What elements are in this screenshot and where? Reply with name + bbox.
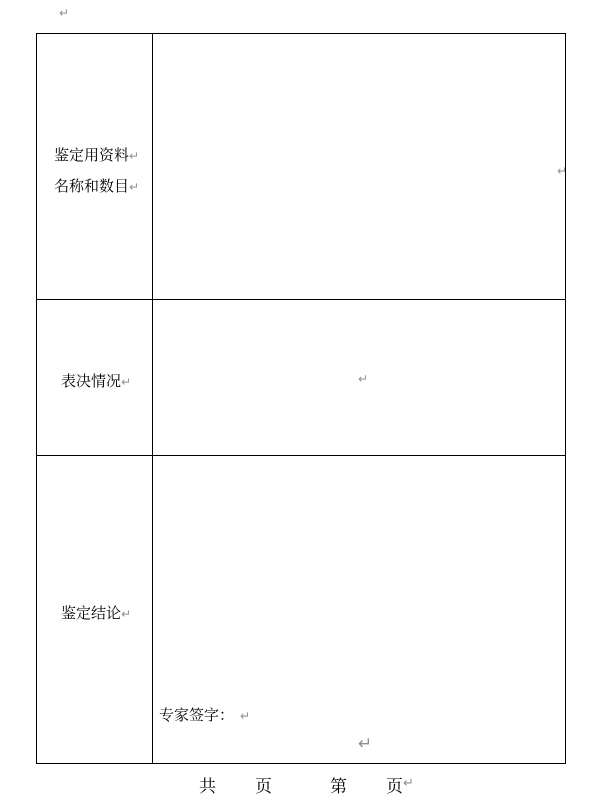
paragraph-mark: ↵ (121, 607, 132, 621)
label-materials (54, 140, 139, 202)
paragraph-mark: ↵ (129, 149, 140, 163)
signature-label: 专家签字： (159, 706, 235, 724)
paragraph-mark: ↵ (240, 709, 251, 723)
paragraph-mark: ↵ (403, 776, 414, 791)
table-border-bottom (36, 763, 566, 764)
table-border-left (36, 33, 37, 764)
cell-end-mark: ↵ (358, 734, 373, 754)
paragraph-mark: ↵ (129, 180, 140, 194)
row-divider-2 (36, 455, 566, 456)
footer-total: 共 (199, 777, 216, 797)
cell-end-mark: ↵ (358, 372, 369, 386)
label-voting (61, 366, 131, 397)
label-line: 鉴定用资料 (54, 146, 130, 164)
row-divider-1 (36, 299, 566, 300)
column-divider (152, 33, 153, 764)
label-conclusion (61, 598, 131, 629)
footer-page-label: 页 (386, 777, 403, 797)
label-line: 表决情况 (61, 372, 122, 390)
table-border-right (565, 33, 566, 764)
cell-end-mark: ↵ (557, 164, 568, 178)
footer-nth: 第 (330, 777, 347, 797)
label-line: 鉴定结论 (61, 604, 122, 622)
footer-page-label: 页 (255, 777, 272, 797)
expert-signature (159, 700, 250, 731)
label-line: 名称和数目 (54, 177, 130, 195)
paragraph-mark: ↵ (121, 375, 132, 389)
table-border-top (36, 33, 566, 34)
paragraph-mark: ↵ (59, 6, 70, 20)
